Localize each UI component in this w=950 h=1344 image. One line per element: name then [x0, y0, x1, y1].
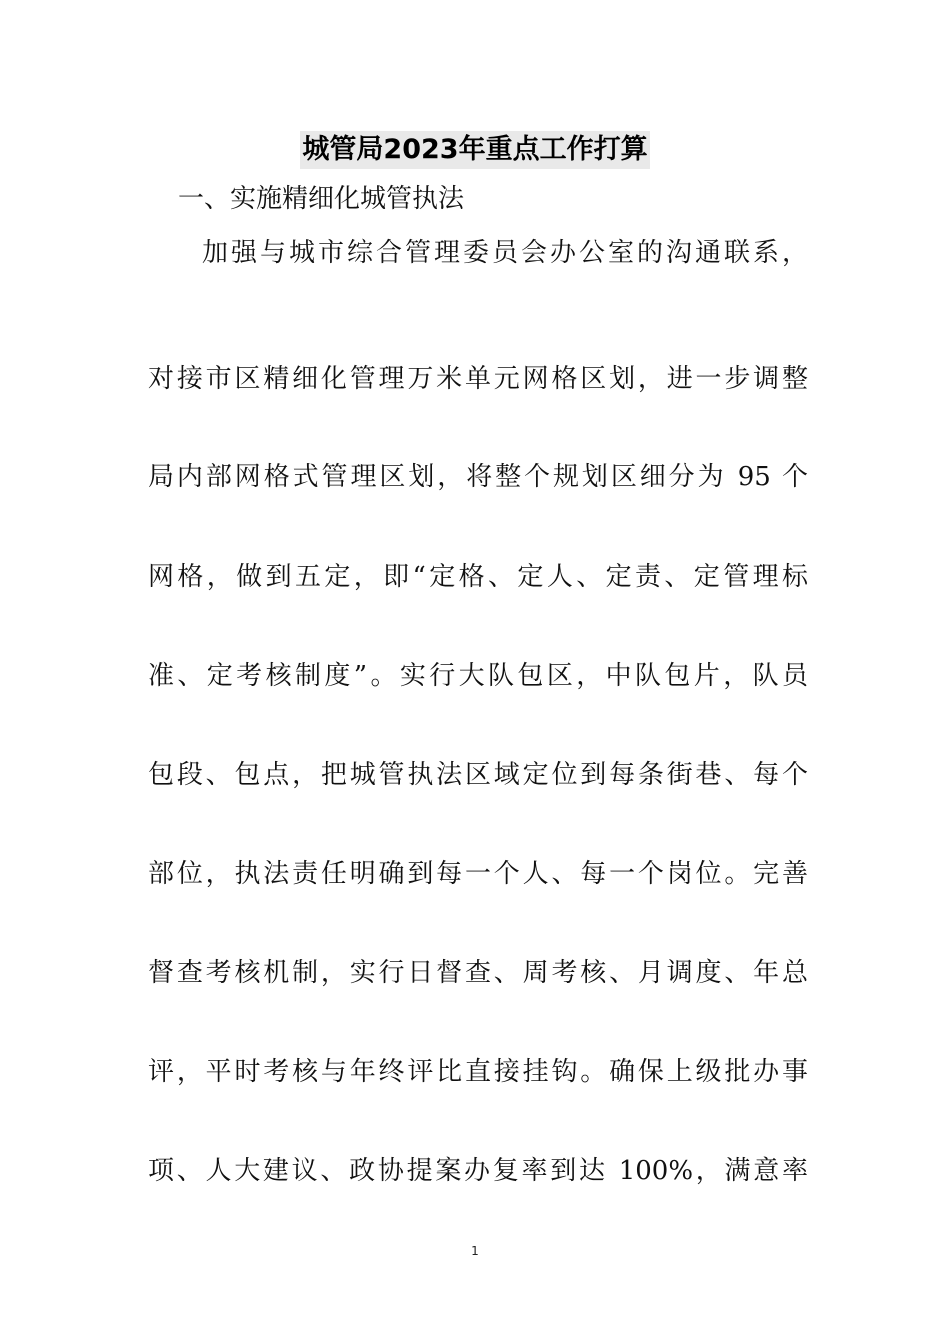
- title-container: [0, 131, 950, 169]
- paragraph-line: 加强与城市综合管理委员会办公室的沟通联系，: [202, 238, 808, 268]
- paragraph-line: 项、人大建议、政协提案办复率到达 100%，满意率: [148, 1156, 808, 1186]
- paragraph-line: 督查考核机制，实行日督查、周考核、月调度、年总: [148, 958, 808, 988]
- paragraph-line: 评，平时考核与年终评比直接挂钩。确保上级批办事: [148, 1057, 808, 1087]
- section-heading: 一、实施精细化城管执法: [178, 184, 465, 214]
- paragraph-line: 局内部网格式管理区划，将整个规划区细分为 95 个: [148, 462, 808, 492]
- paragraph-line: 包段、包点，把城管执法区域定位到每条街巷、每个: [148, 760, 808, 790]
- document-title: 城管局2023年重点工作打算: [300, 131, 649, 169]
- paragraph-line: 部位，执法责任明确到每一个人、每一个岗位。完善: [148, 859, 808, 889]
- page-number: 1: [471, 1244, 479, 1258]
- paragraph-line: 准、定考核制度”。实行大队包区，中队包片，队员: [148, 661, 808, 691]
- paragraph-line: 对接市区精细化管理万米单元网格区划，进一步调整: [148, 364, 808, 394]
- paragraph-line: 网格，做到五定，即“定格、定人、定责、定管理标: [148, 562, 808, 592]
